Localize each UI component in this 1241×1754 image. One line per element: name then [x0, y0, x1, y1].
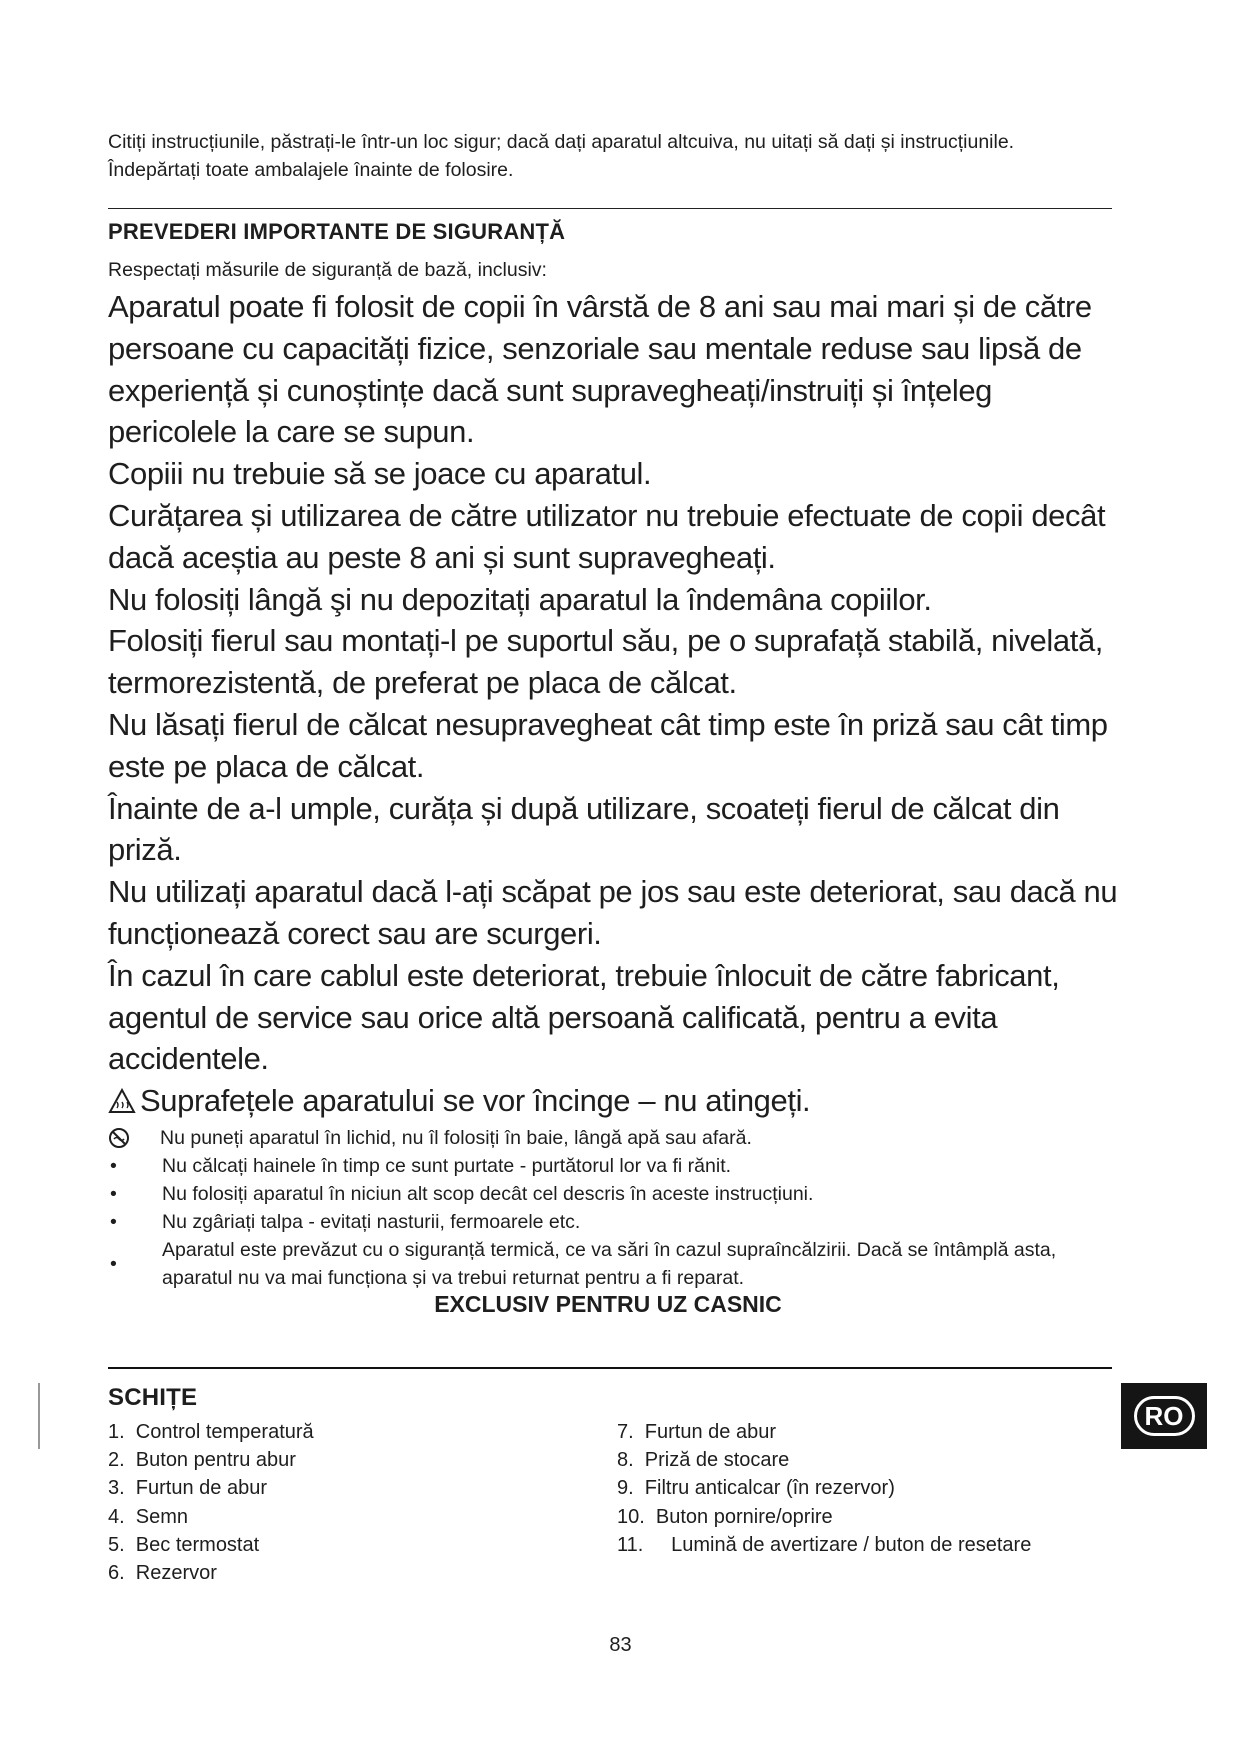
hot-surface-warning-text: Suprafețele aparatului se vor încinge – nu atingeți.: [140, 1083, 811, 1119]
page-number: 83: [609, 1634, 632, 1656]
safety-list: [108, 1124, 1118, 1293]
household-use-notice: EXCLUSIV PENTRU UZ CASNIC: [434, 1291, 782, 1317]
list-item: [108, 1208, 1118, 1236]
part-item: 11. Lumină de avertizare / buton de resetare: [617, 1533, 1032, 1556]
bullet-icon: •: [110, 1183, 117, 1206]
safety-paragraph: Copiii nu trebuie să se joace cu aparatul.: [108, 456, 652, 492]
hot-surface-warning: [108, 1080, 1118, 1122]
list-item-text: Nu zgâriați talpa - evitați nasturii, fermoarele etc.: [162, 1211, 581, 1234]
part-item: 8. Priză de stocare: [617, 1449, 790, 1472]
part-item: 7. Furtun de abur: [617, 1421, 776, 1443]
part-item: 2. Buton pentru abur: [108, 1449, 296, 1472]
intro-line-2: Îndepărtați toate ambalajele înainte de folosire.: [108, 159, 514, 181]
bullet-icon: •: [110, 1253, 117, 1276]
safety-paragraph: Nu lăsați fierul de călcat nesupravegheat cât timp este în priză sau cât timp este pe placa de călcat.: [108, 706, 1108, 784]
safety-subtitle: Respectați măsurile de siguranță de bază, inclusiv:: [108, 259, 547, 281]
divider-bottom: [108, 1367, 1112, 1369]
part-item: 6. Rezervor: [108, 1562, 217, 1585]
sketches-heading: SCHIȚE: [108, 1384, 198, 1411]
safety-paragraphs: [108, 286, 1118, 1122]
intro-line-1: Citiți instrucțiunile, păstrați-le într-un loc sigur; dacă dați aparatul altcuiva, nu uitați să dați și instrucțiunile.: [108, 131, 1015, 153]
part-item: 9. Filtru anticalcar (în rezervor): [617, 1477, 895, 1500]
bullet-icon: •: [110, 1211, 117, 1234]
safety-paragraph: În cazul în care cablul este deteriorat, trebuie înlocuit de către fabricant, agentul de service sau orice altă persoană calificată, pentru a evita accidentele.: [108, 957, 1060, 1077]
part-item: 3. Furtun de abur: [108, 1477, 267, 1500]
bullet-icon: •: [110, 1155, 117, 1178]
intro-text: [108, 128, 1118, 184]
part-item: 5. Bec termostat: [108, 1533, 260, 1556]
safety-paragraph: Nu utilizați aparatul dacă l-ați scăpat pe jos sau este deteriorat, sau dacă nu funcționează corect sau are scurgeri.: [108, 874, 1118, 951]
language-badge-label: RO: [1134, 1396, 1195, 1436]
parts-list-left: [108, 1418, 314, 1587]
safety-paragraph: Folosiți fierul sau montați-l pe suportul său, pe o suprafață stabilă, nivelată, termorezistentă, de preferat pe placa de călcat.: [108, 623, 1103, 701]
no-water-icon: [108, 1124, 160, 1152]
language-badge: [1121, 1383, 1207, 1449]
list-item: [108, 1152, 1118, 1180]
list-item-text: Nu călcați hainele în timp ce sunt purtate - purtătorul lor va fi rănit.: [162, 1155, 732, 1178]
part-item: 4. Semn: [108, 1505, 189, 1528]
list-item-text: Nu folosiți aparatul în niciun alt scop decât cel descris în aceste instrucțiuni.: [162, 1183, 814, 1206]
safety-paragraph: Nu folosiți lângă şi nu depozitați aparatul la îndemâna copiilor.: [108, 581, 932, 617]
safety-paragraph: Aparatul poate fi folosit de copii în vârstă de 8 ani sau mai mari și de către persoane cu capacități fizice, senzoriale sau mentale reduse sau lipsă de experiență și cunoștințe dacă sunt supravegheați/instruiți și înțeleg pericolele la care se supun.: [108, 289, 1092, 450]
list-item: [108, 1180, 1118, 1208]
list-item: [108, 1236, 1118, 1292]
safety-paragraph: Înainte de a-l umple, curăța și după utilizare, scoateți fierul de călcat din priză.: [108, 790, 1060, 868]
list-item-text: Aparatul este prevăzut cu o siguranță termică, ce va sări în cazul supraîncălzirii. Dacă se întâmplă asta, aparatul nu va mai funcționa și va trebui returnat pentru a fi reparat.: [162, 1239, 1057, 1290]
list-item: [108, 1124, 1118, 1152]
part-item: 1. Control temperatură: [108, 1421, 314, 1443]
part-item: 10. Buton pornire/oprire: [617, 1505, 833, 1528]
divider-top: [108, 208, 1112, 209]
list-item-text: Nu puneți aparatul în lichid, nu îl folosiți în baie, lângă apă sau afară.: [160, 1127, 752, 1149]
safety-paragraph: Curățarea și utilizarea de către utilizator nu trebuie efectuate de copii decât dacă aceștia au peste 8 ani și sunt supravegheați.: [108, 497, 1106, 575]
safety-heading: PREVEDERI IMPORTANTE DE SIGURANȚĂ: [108, 219, 566, 244]
hot-surface-warning-icon: [108, 1088, 136, 1114]
margin-line: [38, 1383, 40, 1449]
parts-list-right: [617, 1418, 1031, 1559]
